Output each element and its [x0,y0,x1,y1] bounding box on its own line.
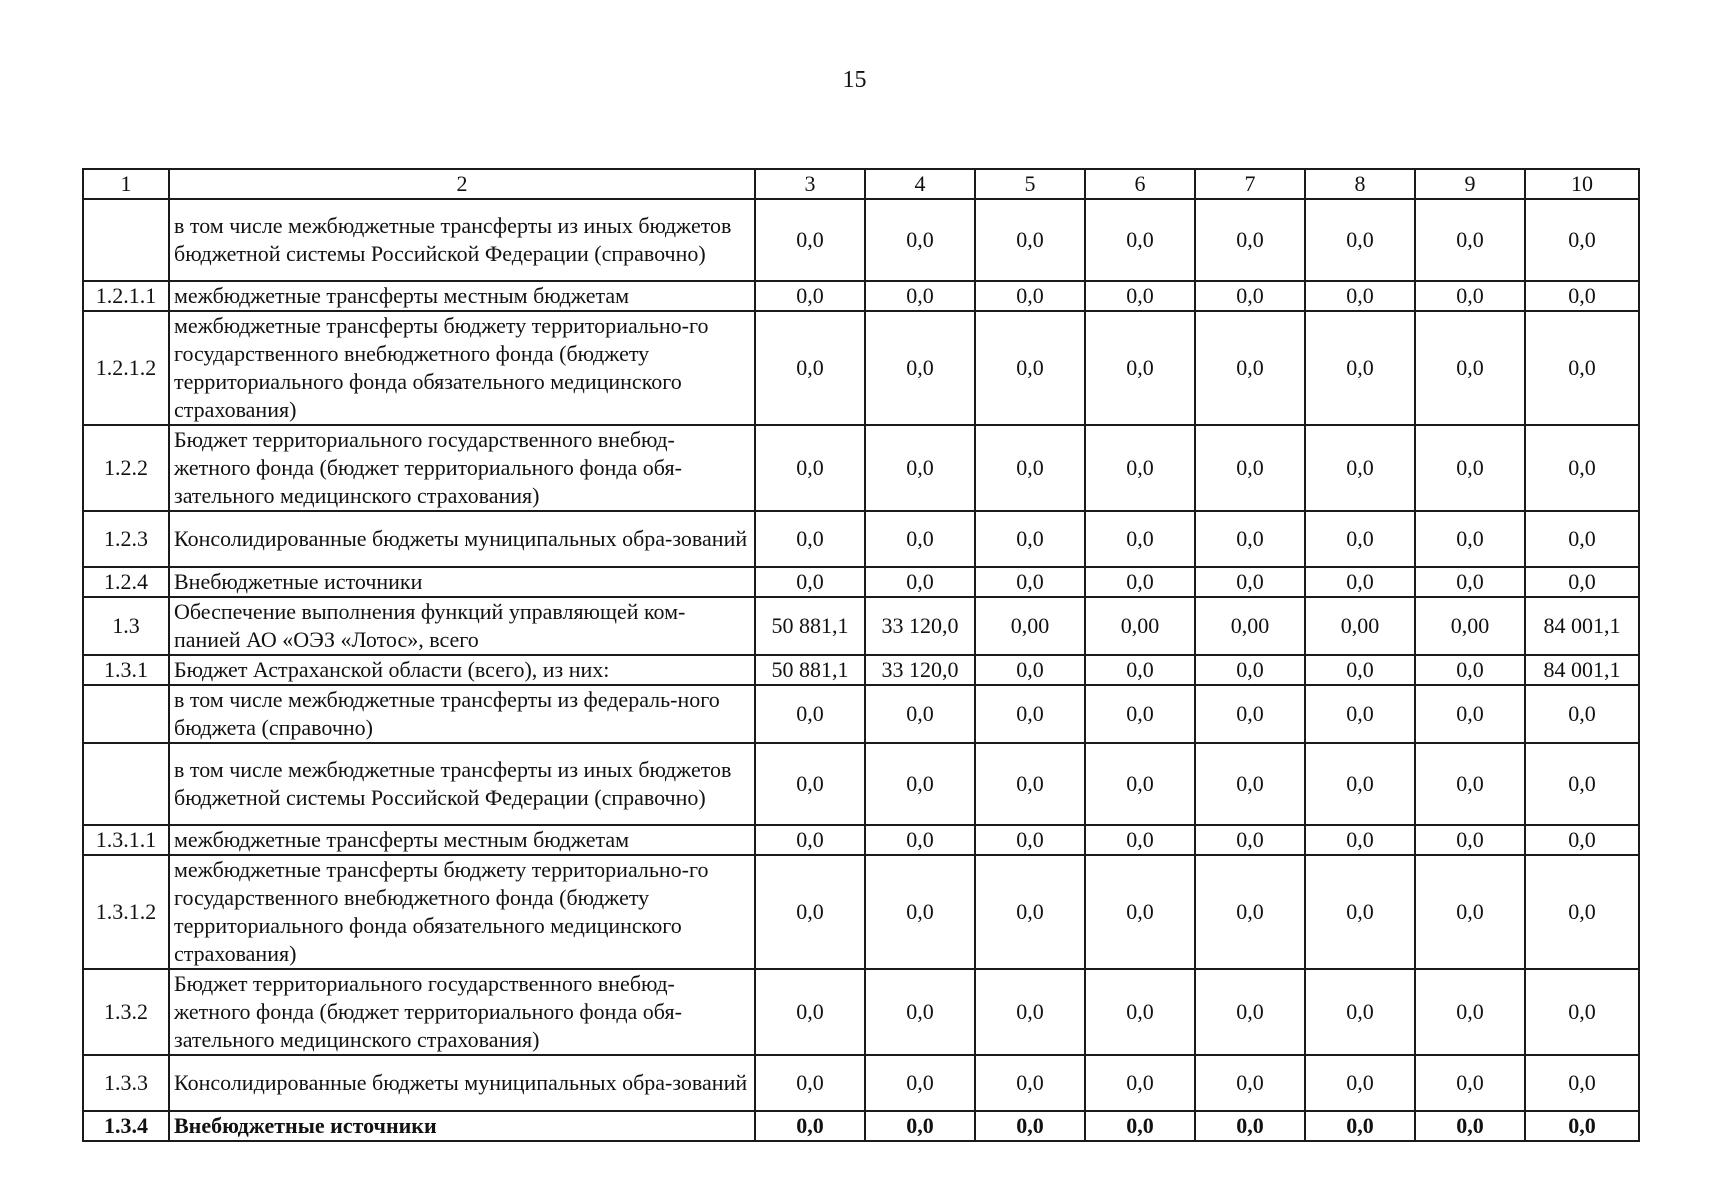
row-code: 1.3.4 [83,1111,169,1141]
value-cell-col-4: 0,0 [865,825,975,855]
value-cell-col-7: 0,0 [1195,425,1305,511]
value-cell-col-7: 0,0 [1195,743,1305,825]
value-cell-col-4: 0,0 [865,511,975,567]
header-cell: 1 [83,169,169,199]
value-cell-col-5: 0,0 [975,855,1085,969]
value-cell-col-10: 0,0 [1525,969,1639,1055]
value-cell-col-6: 0,0 [1085,743,1195,825]
row-name: в том числе межбюджетные трансферты из иных бюджетов бюджетной системы Российской Федерации (справочно) [169,743,755,825]
value-cell-col-3: 0,0 [755,855,865,969]
header-cell: 7 [1195,169,1305,199]
row-name: Бюджет Астраханской области (всего), из них: [169,655,755,685]
value-cell-col-10: 0,0 [1525,425,1639,511]
value-cell-col-7: 0,0 [1195,969,1305,1055]
value-cell-col-10: 0,0 [1525,743,1639,825]
value-cell-col-10: 0,0 [1525,1055,1639,1111]
table-row [83,743,1639,825]
value-cell-col-9: 0,0 [1415,281,1525,311]
value-cell-col-10: 84 001,1 [1525,655,1639,685]
row-code: 1.3.2 [83,969,169,1055]
header-cell: 9 [1415,169,1525,199]
value-cell-col-10: 0,0 [1525,511,1639,567]
value-cell-col-5: 0,0 [975,655,1085,685]
row-code: 1.3.1.2 [83,855,169,969]
table-row [83,825,1639,855]
value-cell-col-10: 0,0 [1525,685,1639,743]
table-row [83,511,1639,567]
value-cell-col-9: 0,0 [1415,655,1525,685]
value-cell-col-8: 0,0 [1305,655,1415,685]
value-cell-col-4: 0,0 [865,1111,975,1141]
value-cell-col-9: 0,0 [1415,969,1525,1055]
row-name: Обеспечение выполнения функций управляющей ком-панией АО «ОЭЗ «Лотос», всего [169,597,755,655]
value-cell-col-9: 0,0 [1415,825,1525,855]
row-name: межбюджетные трансферты местным бюджетам [169,825,755,855]
value-cell-col-9: 0,0 [1415,199,1525,281]
value-cell-col-5: 0,0 [975,685,1085,743]
value-cell-col-5: 0,0 [975,825,1085,855]
value-cell-col-9: 0,0 [1415,511,1525,567]
value-cell-col-9: 0,0 [1415,425,1525,511]
value-cell-col-5: 0,0 [975,199,1085,281]
value-cell-col-8: 0,0 [1305,743,1415,825]
table-row [83,281,1639,311]
value-cell-col-7: 0,0 [1195,685,1305,743]
value-cell-col-8: 0,0 [1305,969,1415,1055]
value-cell-col-6: 0,0 [1085,567,1195,597]
value-cell-col-7: 0,0 [1195,655,1305,685]
value-cell-col-10: 0,0 [1525,1111,1639,1141]
value-cell-col-8: 0,0 [1305,311,1415,425]
table-row [83,597,1639,655]
value-cell-col-8: 0,0 [1305,281,1415,311]
row-name: межбюджетные трансферты бюджету территориально-го государственного внебюджетного фонда (бюджету территориального фонда обязательного медицинского страхования) [169,855,755,969]
row-code: 1.2.2 [83,425,169,511]
value-cell-col-8: 0,0 [1305,855,1415,969]
row-code: 1.3.1 [83,655,169,685]
row-code: 1.2.1.2 [83,311,169,425]
value-cell-col-7: 0,0 [1195,511,1305,567]
value-cell-col-7: 0,0 [1195,311,1305,425]
value-cell-col-4: 0,0 [865,1055,975,1111]
value-cell-col-7: 0,0 [1195,855,1305,969]
value-cell-col-6: 0,0 [1085,1055,1195,1111]
value-cell-col-9: 0,0 [1415,855,1525,969]
value-cell-col-4: 0,0 [865,425,975,511]
value-cell-col-3: 0,0 [755,511,865,567]
value-cell-col-3: 0,0 [755,199,865,281]
value-cell-col-10: 0,0 [1525,825,1639,855]
value-cell-col-10: 84 001,1 [1525,597,1639,655]
header-cell: 2 [169,169,755,199]
row-code [83,743,169,825]
value-cell-col-4: 0,0 [865,685,975,743]
value-cell-col-8: 0,0 [1305,825,1415,855]
header-cell: 10 [1525,169,1639,199]
value-cell-col-9: 0,0 [1415,311,1525,425]
value-cell-col-3: 0,0 [755,425,865,511]
value-cell-col-9: 0,0 [1415,743,1525,825]
value-cell-col-4: 33 120,0 [865,655,975,685]
header-cell: 5 [975,169,1085,199]
value-cell-col-10: 0,0 [1525,281,1639,311]
row-code: 1.2.3 [83,511,169,567]
header-cell: 6 [1085,169,1195,199]
row-code [83,685,169,743]
value-cell-col-10: 0,0 [1525,199,1639,281]
value-cell-col-6: 0,0 [1085,685,1195,743]
value-cell-col-5: 0,0 [975,1111,1085,1141]
value-cell-col-3: 0,0 [755,311,865,425]
value-cell-col-7: 0,0 [1195,199,1305,281]
value-cell-col-6: 0,0 [1085,655,1195,685]
value-cell-col-8: 0,0 [1305,1055,1415,1111]
value-cell-col-8: 0,0 [1305,685,1415,743]
value-cell-col-6: 0,0 [1085,311,1195,425]
value-cell-col-7: 0,0 [1195,1055,1305,1111]
value-cell-col-7: 0,00 [1195,597,1305,655]
table-row [83,1111,1639,1141]
table-row [83,567,1639,597]
value-cell-col-6: 0,0 [1085,855,1195,969]
value-cell-col-3: 50 881,1 [755,655,865,685]
value-cell-col-6: 0,0 [1085,1111,1195,1141]
value-cell-col-6: 0,0 [1085,825,1195,855]
value-cell-col-5: 0,0 [975,969,1085,1055]
value-cell-col-5: 0,0 [975,567,1085,597]
value-cell-col-6: 0,0 [1085,969,1195,1055]
row-name: Бюджет территориального государственного внебюд-жетного фонда (бюджет территориального фонда обя-зательного медицинского страхования) [169,425,755,511]
value-cell-col-3: 0,0 [755,825,865,855]
value-cell-col-5: 0,0 [975,1055,1085,1111]
table-body [83,199,1639,1141]
row-name: Консолидированные бюджеты муниципальных обра-зований [169,511,755,567]
row-name: межбюджетные трансферты местным бюджетам [169,281,755,311]
value-cell-col-9: 0,0 [1415,1111,1525,1141]
value-cell-col-3: 0,0 [755,1055,865,1111]
value-cell-col-5: 0,0 [975,425,1085,511]
value-cell-col-8: 0,00 [1305,597,1415,655]
table-row [83,655,1639,685]
value-cell-col-6: 0,00 [1085,597,1195,655]
value-cell-col-10: 0,0 [1525,855,1639,969]
value-cell-col-9: 0,0 [1415,1055,1525,1111]
row-code: 1.3.3 [83,1055,169,1111]
row-name: Консолидированные бюджеты муниципальных обра-зований [169,1055,755,1111]
value-cell-col-4: 0,0 [865,199,975,281]
value-cell-col-4: 0,0 [865,311,975,425]
row-code: 1.3 [83,597,169,655]
header-cell: 8 [1305,169,1415,199]
value-cell-col-8: 0,0 [1305,199,1415,281]
value-cell-col-4: 0,0 [865,567,975,597]
budget-table [82,168,1640,1142]
value-cell-col-7: 0,0 [1195,281,1305,311]
row-name: Бюджет территориального государственного внебюд-жетного фонда (бюджет территориального фонда обя-зательного медицинского страхования) [169,969,755,1055]
header-cell: 3 [755,169,865,199]
table-row [83,311,1639,425]
value-cell-col-7: 0,0 [1195,1111,1305,1141]
value-cell-col-4: 0,0 [865,281,975,311]
page-number: 15 [842,67,867,93]
value-cell-col-4: 0,0 [865,743,975,825]
value-cell-col-5: 0,0 [975,281,1085,311]
table-row [83,685,1639,743]
table-row [83,855,1639,969]
row-code: 1.2.1.1 [83,281,169,311]
value-cell-col-10: 0,0 [1525,567,1639,597]
value-cell-col-5: 0,0 [975,743,1085,825]
header-cell: 4 [865,169,975,199]
value-cell-col-4: 0,0 [865,855,975,969]
table-row [83,1055,1639,1111]
row-code [83,199,169,281]
value-cell-col-9: 0,0 [1415,567,1525,597]
value-cell-col-3: 0,0 [755,567,865,597]
value-cell-col-9: 0,00 [1415,597,1525,655]
row-name: Внебюджетные источники [169,1111,755,1141]
value-cell-col-8: 0,0 [1305,425,1415,511]
table-row [83,199,1639,281]
value-cell-col-6: 0,0 [1085,281,1195,311]
value-cell-col-5: 0,00 [975,597,1085,655]
value-cell-col-4: 0,0 [865,969,975,1055]
row-name: Внебюджетные источники [169,567,755,597]
value-cell-col-4: 33 120,0 [865,597,975,655]
value-cell-col-10: 0,0 [1525,311,1639,425]
value-cell-col-3: 0,0 [755,685,865,743]
row-code: 1.2.4 [83,567,169,597]
value-cell-col-3: 50 881,1 [755,597,865,655]
table-row [83,969,1639,1055]
value-cell-col-8: 0,0 [1305,1111,1415,1141]
header-row [83,169,1639,199]
value-cell-col-3: 0,0 [755,969,865,1055]
value-cell-col-5: 0,0 [975,311,1085,425]
value-cell-col-6: 0,0 [1085,199,1195,281]
value-cell-col-8: 0,0 [1305,567,1415,597]
value-cell-col-6: 0,0 [1085,425,1195,511]
value-cell-col-7: 0,0 [1195,825,1305,855]
row-name: в том числе межбюджетные трансферты из иных бюджетов бюджетной системы Российской Федерации (справочно) [169,199,755,281]
row-name: в том числе межбюджетные трансферты из федераль-ного бюджета (справочно) [169,685,755,743]
value-cell-col-3: 0,0 [755,1111,865,1141]
row-code: 1.3.1.1 [83,825,169,855]
row-name: межбюджетные трансферты бюджету территориально-го государственного внебюджетного фонда (бюджету территориального фонда обязательного медицинского страхования) [169,311,755,425]
value-cell-col-9: 0,0 [1415,685,1525,743]
value-cell-col-5: 0,0 [975,511,1085,567]
value-cell-col-7: 0,0 [1195,567,1305,597]
value-cell-col-3: 0,0 [755,281,865,311]
value-cell-col-8: 0,0 [1305,511,1415,567]
value-cell-col-3: 0,0 [755,743,865,825]
value-cell-col-6: 0,0 [1085,511,1195,567]
table-row [83,425,1639,511]
